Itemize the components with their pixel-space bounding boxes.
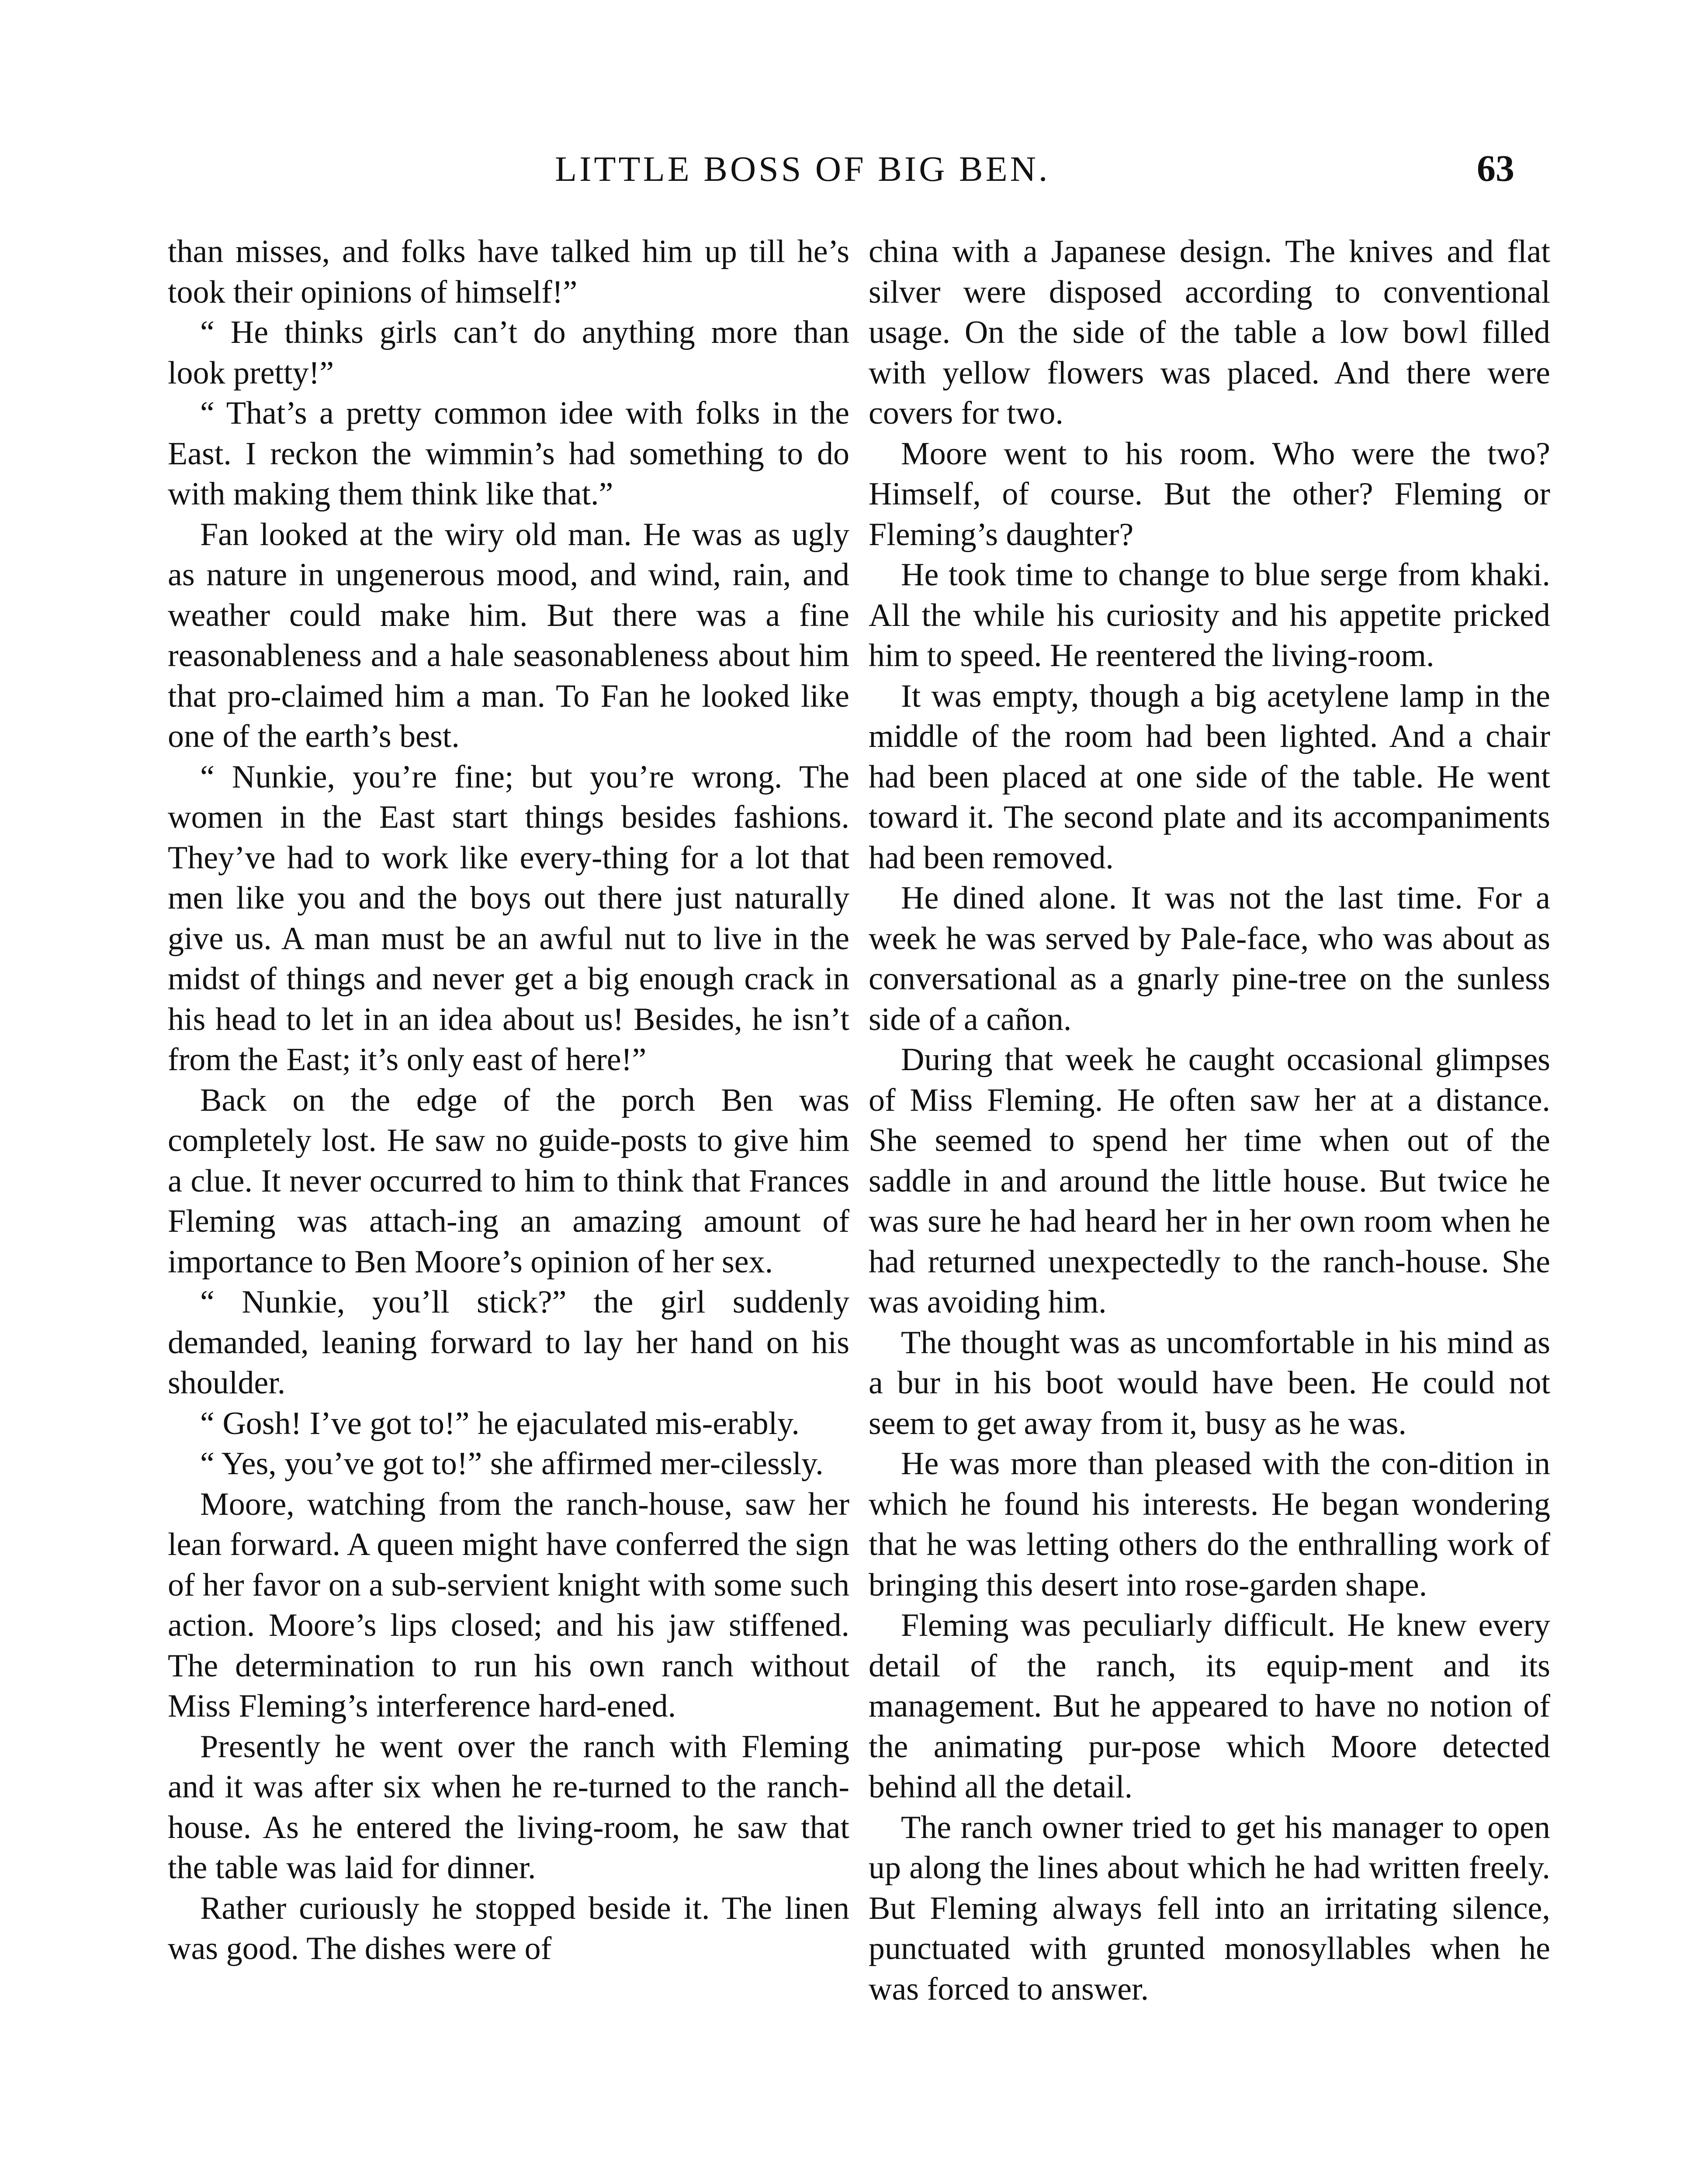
paragraph: Fan looked at the wiry old man. He was as ugly as nature in ungenerous mood, and wind, rain, and weather could make him. But there was a fine reasonableness and a hale seasonableness about him that pro-claimed him a man. To Fan he looked like one of the earth’s best.	[168, 516, 849, 754]
running-title: LITTLE BOSS OF BIG BEN.	[555, 149, 1050, 189]
paragraph: Moore went to his room. Who were the two? Himself, of course. But the other? Fleming or Fleming’s daughter?	[869, 435, 1550, 553]
paragraph: Fleming was peculiarly difficult. He knew every detail of the ranch, its equip-ment and its management. But he appeared to have no notion of the animating pur-pose which Moore detected behind all the detail.	[869, 1607, 1550, 1805]
paragraph: “ Nunkie, you’re fine; but you’re wrong. The women in the East start things besides fashions. They’ve had to work like every-thing for a lot that men like you and the boys out there just naturally give us. A man must be an awful nut to live in the midst of things and never get a big enough crack in his head to let in an idea about us! Besides, he isn’t from the East; it’s only east of here!”	[168, 759, 849, 1078]
paragraph: Moore, watching from the ranch-house, saw her lean forward. A queen might have conferred the sign of her favor on a sub-servient knight with some such action. Moore’s lips closed; and his jaw stiffened. The determination to run his own ranch without Miss Fleming’s interference hard-ened.	[168, 1486, 849, 1724]
paragraph: He dined alone. It was not the last time. For a week he was served by Pale-face, who was about as conversational as a gnarly pine-tree on the sunless side of a cañon.	[869, 880, 1550, 1037]
paragraph: Back on the edge of the porch Ben was completely lost. He saw no guide-posts to give him a clue. It never occurred to him to think that Frances Fleming was attach-ing an amazing amount of importance to Ben Moore’s opinion of her sex.	[168, 1082, 849, 1280]
paragraph: During that week he caught occasional glimpses of Miss Fleming. He often saw her at a distance. She seemed to spend her time when out of the saddle in and around the little house. But twice he was sure he had heard her in her own room when he had returned unexpectedly to the ranch-house. She was avoiding him.	[869, 1042, 1550, 1320]
paragraph: “ He thinks girls can’t do anything more than look pretty!”	[168, 314, 849, 391]
paragraph: The ranch owner tried to get his manager to open up along the lines about which he had written freely. But Fleming always fell into an irritating silence, punctuated with grunted monosyllables when he was forced to answer.	[869, 1809, 1550, 2007]
paragraph: “ Yes, you’ve got to!” she affirmed mer-cilessly.	[200, 1446, 824, 1482]
paragraph: The thought was as uncomfortable in his mind as a bur in his boot would have been. He could not seem to get away from it, busy as he was.	[869, 1324, 1550, 1441]
paragraph: He took time to change to blue serge from khaki. All the while his curiosity and his appetite pricked him to speed. He reentered the living-room.	[869, 557, 1550, 674]
right-text-column	[869, 232, 1550, 2009]
paragraph: “ That’s a pretty common idee with folks in the East. I reckon the wimmin’s had something to do with making them think like that.”	[168, 395, 849, 512]
paragraph: china with a Japanese design. The knives and flat silver were disposed according to conventional usage. On the side of the table a low bowl filled with yellow flowers was placed. And there were covers for two.	[869, 234, 1550, 431]
page-number: 63	[1477, 147, 1514, 189]
paragraph: “ Nunkie, you’ll stick?” the girl suddenly demanded, leaning forward to lay her hand on his shoulder.	[168, 1284, 849, 1401]
paragraph: than misses, and folks have talked him up till he’s took their opinions of himself!”	[168, 234, 849, 310]
paragraph: “ Gosh! I’ve got to!” he ejaculated mis-erably.	[200, 1405, 800, 1441]
paragraph: Presently he went over the ranch with Fleming and it was after six when he re-turned to the ranch-house. As he entered the living-room, he saw that the table was laid for dinner.	[168, 1728, 849, 1886]
paragraph: It was empty, though a big acetylene lamp in the middle of the room had been lighted. And a chair had been placed at one side of the table. He went toward it. The second plate and its accompaniments had been removed.	[869, 678, 1550, 876]
paragraph: Rather curiously he stopped beside it. The linen was good. The dishes were of	[168, 1890, 849, 1966]
paragraph: He was more than pleased with the con-dition in which he found his interests. He began wondering that he was letting others do the enthralling work of bringing this desert into rose-garden shape.	[869, 1446, 1550, 1603]
left-text-column	[168, 232, 849, 1969]
